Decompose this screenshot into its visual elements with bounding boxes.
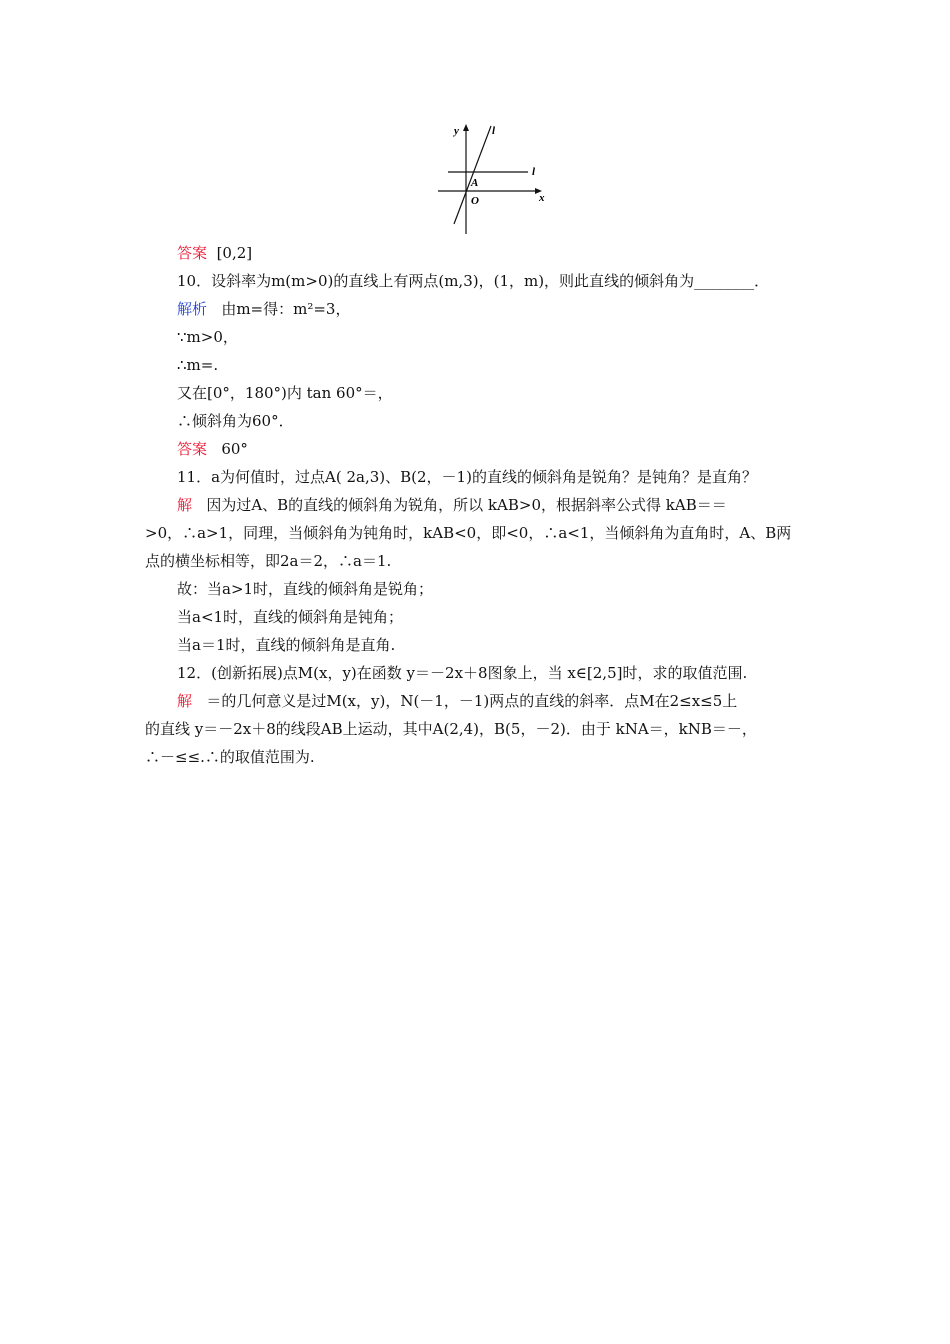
y-axis-arrow xyxy=(463,124,469,131)
label-y: y xyxy=(454,125,459,137)
answer-label: 答案 xyxy=(177,440,208,458)
solution-11-line-1 xyxy=(177,494,727,516)
analysis-label: 解析 xyxy=(177,300,208,318)
question-12: 12．(创新拓展)点M(x，y)在函数 y＝－2x＋8图象上，当 x∈[2,5]时，求的取值范围. xyxy=(177,664,748,682)
question-11: 11．a为何值时，过点A( 2a,3)、B(2，－1)的直线的倾斜角是锐角？是钝角？是直角？ xyxy=(177,468,757,486)
solution-label: 解 xyxy=(177,692,193,710)
solution-11-line-5: 当a<1时，直线的倾斜角是钝角； xyxy=(177,608,404,626)
analysis-10-text: 由m=得：m²=3， xyxy=(221,300,351,318)
answer-9-line xyxy=(177,242,252,264)
answer-9-text: [0,2] xyxy=(216,244,253,262)
solution-12-line-1 xyxy=(177,690,737,712)
solution-11-line-3: 点的横坐标相等，即2a＝2，∴a＝1. xyxy=(145,552,392,570)
label-x: x xyxy=(539,192,545,204)
answer-10-text: 60° xyxy=(221,440,248,458)
solution-11-line-6: 当a＝1时，直线的倾斜角是直角. xyxy=(177,636,396,654)
solution-10-line-2: ∵m>0， xyxy=(177,328,238,346)
question-10: 10．设斜率为m(m>0)的直线上有两点(m,3)，(1，m)，则此直线的倾斜角为________． xyxy=(177,272,770,290)
solution-10-line-3: ∴m=. xyxy=(177,356,219,374)
solution-10-line-5: ∴倾斜角为60°． xyxy=(177,412,294,430)
analysis-10-line xyxy=(177,298,350,320)
label-o: O xyxy=(471,195,479,207)
solution-11-line-4: 故：当a>1时，直线的倾斜角是锐角； xyxy=(177,580,434,598)
answer-10-line xyxy=(177,438,248,460)
label-a: A xyxy=(471,177,479,189)
solution-10-line-4: 又在[0°，180°)内 tan 60°＝， xyxy=(177,384,393,402)
answer-label: 答案 xyxy=(177,244,208,262)
coordinate-figure xyxy=(430,118,560,236)
label-l-upper: l xyxy=(492,125,496,137)
solution-12-line-2: 的直线 y＝－2x＋8的线段AB上运动，其中A(2,4)，B(5，－2)．由于 kNA＝，kNB＝－， xyxy=(145,720,757,738)
label-l-right: l xyxy=(532,166,536,178)
line-l-steep xyxy=(454,126,491,224)
solution-12-text-1: ＝的几何意义是过M(x，y)，N(－1，－1)两点的直线的斜率．点M在2≤x≤5上 xyxy=(206,692,738,710)
solution-11-line-2: >0，∴a>1，同理，当倾斜角为钝角时，kAB<0，即<0，∴a<1，当倾斜角为直角时，A、B两 xyxy=(145,524,792,542)
axes-diagram xyxy=(430,118,560,236)
solution-11-text-1: 因为过A、B的直线的倾斜角为锐角，所以 kAB>0，根据斜率公式得 kAB＝＝ xyxy=(206,496,727,514)
solution-12-line-3: ∴－≤≤.∴的取值范围为. xyxy=(145,748,315,766)
solution-label: 解 xyxy=(177,496,193,514)
